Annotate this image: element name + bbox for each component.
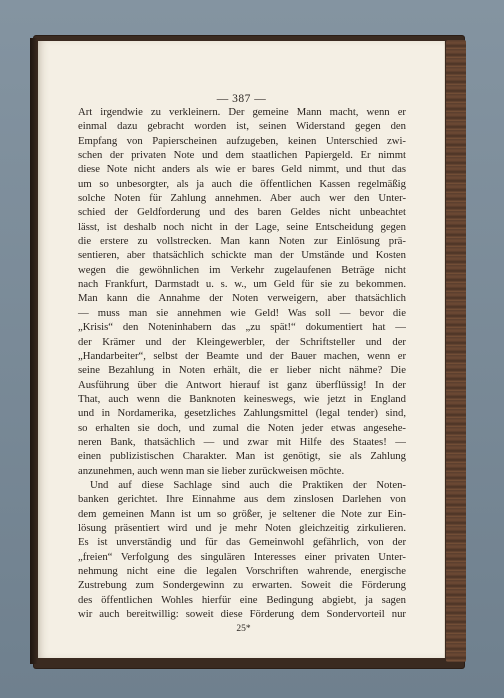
book-spine-shadow [30, 38, 38, 664]
text-line: Art irgendwie zu verkleinern. Der gemeine Mann macht, wenn er [78, 106, 406, 118]
text-line: — muss man sie annehmen wie Geld! Was soll — bevor die [78, 306, 406, 319]
text-line: um so unbesorgter, als ja auch die öffentlichen Kassen regelmäßig [78, 177, 406, 190]
text-line: die erstere zu vollstrecken. Man kann Noten zur Einlösung prä- [78, 235, 406, 248]
text-line: schen der privaten Note und dem staatlichen Papiergeld. Er nimmt [78, 149, 406, 162]
text-line: Zustrebung zum Sondergewinn zu erwarten. Soweit die Förderung [78, 579, 406, 592]
text-line: Und auf diese Sachlage sind auch die Praktiken der Noten- [90, 478, 406, 491]
text-line: nach Frankfurt, Darmstadt u. s. w., um Geld für sie zu bekommen. [78, 278, 406, 291]
text-line: diese Note nicht anders als wie er bares Geld nimmt, und thut das [78, 163, 406, 176]
text-line: neren Bank, thatsächlich — und zwar mit Hilfe des Staates! — [78, 435, 406, 448]
text-line: That, auch wenn die Banknoten keineswegs, wie jetzt in England [78, 392, 406, 405]
text-line: Es ist unverständig und für das Gemeinwohl gefährlich, von der [78, 536, 406, 549]
text-line: lösung präsentiert wird und je mehr Noten gleichzeitig zirkulieren. [78, 521, 406, 534]
text-line: lässt, ist deshalb noch nicht in der Lage, seine Entscheidung gegen [78, 220, 406, 233]
text-line: der Krämer und der Kleingewerbler, der Schriftsteller und der [78, 335, 406, 348]
text-line: Ausführung über die Antwort hierauf ist ganz überflüssig! In der [78, 378, 406, 391]
text-line: dem gemeinen Mann ist um so größer, je seltener die Note zur Ein- [78, 507, 406, 520]
text-line: nehmung nicht eine die legalen Vorschriften wahrende, energische [78, 565, 406, 577]
text-line: Man kann die Annahme der Noten verweigern, aber thatsächlich [78, 292, 406, 305]
text-line: sentieren, aber thatsächlich schickte man der Umstände und Kosten [78, 249, 406, 262]
text-line: seine Bezahlung in Noten erhält, die er lieber nicht nähme? Die [78, 364, 406, 377]
text-line: und in Nordamerika, gesetzliches Zahlungsmittel (legal tender) sind, [78, 407, 406, 420]
text-line: des öffentlichen Wohles hierfür eine Bedingung abgiebt, ja sagen [78, 593, 406, 606]
text-line: banken gerichtet. Ihre Einnahme aus dem zinslosen Darlehen von [78, 493, 406, 506]
text-line: „Krisis“ den Noteninhabern das „zu spät!“ dokumentiert hat — [78, 321, 406, 334]
text-line: einmal dazu gebracht worden ist, seinen Widerstand gegen den [78, 120, 406, 133]
text-line: einen publizistischen Charakter. Man ist genötigt, sie als Zahlung [78, 450, 406, 463]
text-line: schied der Geldforderung und des baren Geldes nicht unbeachtet [78, 206, 406, 219]
book-cover-edge [446, 40, 466, 662]
text-line: „Handarbeiter“, selbst der Beamte und der Bauer machen, wenn er [78, 349, 406, 362]
book-page [38, 41, 445, 658]
text-line: wegen die gewöhnlichen im Verkehr zugelaufenen Beträge nicht [78, 263, 406, 276]
signature-mark [38, 624, 445, 634]
signature-mark-text: 25* [236, 624, 251, 634]
text-line: so erhalten sie doch, und zumal die Noten jeder etwas angesehe- [78, 421, 406, 434]
text-line: wir auch bereitwillig: soweit diese Förderung dem Sondervorteil nur [78, 608, 406, 621]
page-number: — 387 — [216, 93, 267, 105]
text-line: anzunehmen, auch wenn man sie lieber zurückweisen möchte. [78, 464, 345, 477]
text-line: Empfang von Papierscheinen aufzugeben, keinen Unterschied zwi- [78, 134, 406, 147]
body-text [78, 105, 406, 621]
text-line: „freien“ Verfolgung des singulären Interesses einer privaten Unter- [78, 550, 406, 563]
text-line: solche Noten für Zahlung annehmen. Aber auch wer den Unter- [78, 192, 406, 205]
